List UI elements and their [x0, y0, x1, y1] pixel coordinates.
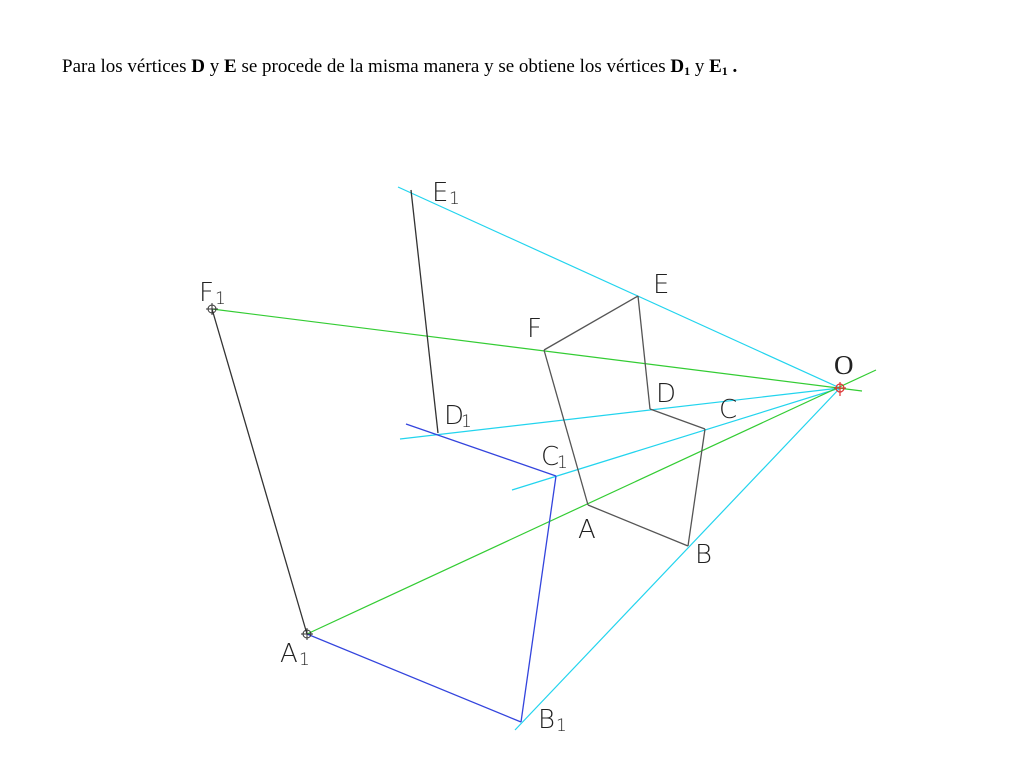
svg-text:1: 1 — [299, 650, 310, 670]
caption-part: se procede de la misma manera y se obtiene los vértices — [236, 56, 671, 77]
point-a1-marker — [301, 628, 313, 640]
edge-a1b1 — [307, 634, 521, 722]
label-f: F — [527, 314, 542, 344]
caption-vertex-e1: $E_1$ — [709, 56, 728, 78]
original-polygon — [544, 296, 705, 546]
label-b1 — [538, 705, 567, 736]
label-a: A — [578, 515, 596, 545]
label-c: C — [719, 395, 738, 425]
svg-text:1: 1 — [461, 412, 472, 432]
svg-text:1: 1 — [556, 716, 567, 736]
image-polygon — [212, 190, 556, 722]
label-e1 — [432, 178, 460, 209]
caption-part: Para los vértices — [62, 56, 192, 77]
svg-text:B: B — [538, 705, 556, 735]
caption-part: y — [690, 56, 710, 77]
label-e: E — [653, 270, 670, 300]
label-c1 — [541, 442, 568, 473]
svg-text:E: E — [432, 178, 449, 208]
label-o: O — [834, 350, 854, 380]
caption-vertex-d: D — [191, 56, 205, 77]
caption-vertex-e: E — [224, 56, 237, 77]
edge-c1d1 — [406, 424, 556, 476]
edge-bc — [688, 429, 705, 546]
edge-de — [638, 296, 650, 409]
svg-text:A: A — [280, 639, 298, 669]
svg-text:1: 1 — [449, 189, 460, 209]
label-d: D — [656, 379, 677, 409]
caption-part: y — [205, 56, 224, 77]
edge-d1e1 — [411, 190, 438, 433]
ray-a — [307, 370, 876, 634]
edge-cd — [650, 409, 705, 429]
caption-period: . — [727, 56, 738, 77]
svg-text:1: 1 — [557, 453, 568, 473]
svg-text:1: 1 — [215, 289, 226, 309]
label-f1 — [199, 278, 226, 309]
ray-e — [398, 187, 840, 388]
ray-b — [515, 388, 840, 730]
label-b: B — [695, 540, 713, 570]
label-a1 — [280, 639, 310, 670]
edge-b1c1 — [521, 476, 556, 722]
edge-ab — [588, 505, 688, 546]
edge-f1a1 — [212, 309, 307, 634]
label-d1 — [444, 401, 472, 432]
edge-fa — [544, 350, 588, 505]
caption-vertex-d1: $D_1$ — [670, 56, 691, 78]
edge-ef — [544, 296, 638, 350]
svg-text:F: F — [199, 278, 214, 308]
svg-text:C: C — [541, 442, 560, 472]
svg-text:D: D — [444, 401, 465, 431]
